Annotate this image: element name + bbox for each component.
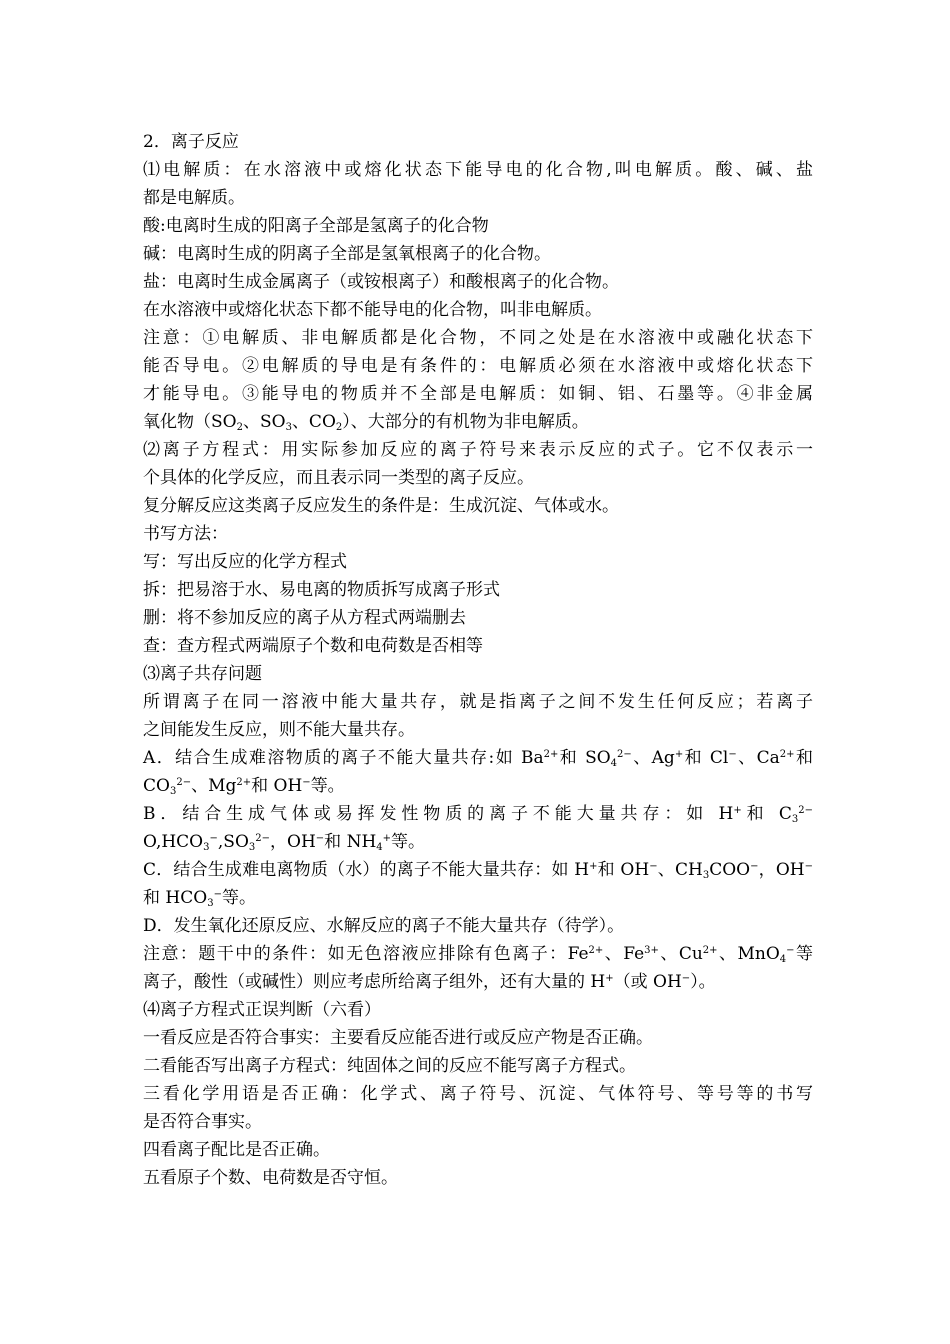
- text-line: ⑴电解质：在水溶液中或熔化状态下能导电的化合物,叫电解质。酸、碱、盐: [143, 160, 813, 180]
- text-line: 在水溶液中或熔化状态下都不能导电的化合物，叫非电解质。: [143, 300, 602, 320]
- text-line: 盐：电离时生成金属离子（或铵根离子）和酸根离子的化合物。: [143, 272, 619, 292]
- text-line: 碱：电离时生成的阴离子全部是氢氧根离子的化合物。: [143, 244, 551, 264]
- text-line: ⑵离子方程式：用实际参加反应的离子符号来表示反应的式子。它不仅表示一: [143, 440, 813, 460]
- section-heading: 2．离子反应: [143, 132, 239, 152]
- text-line: 能否导电。②电解质的导电是有条件的：电解质必须在水溶液中或熔化状态下: [143, 356, 813, 376]
- text-line-rule-b: B．结合生成气体或易挥发性物质的离子不能大量共存：如 H+和 $C_3^{2-}$: [143, 804, 813, 825]
- text-line-rule-d: D．发生氧化还原反应、水解反应的离子不能大量共存（待学）。: [143, 916, 625, 936]
- text-line: 三看化学用语是否正确：化学式、离子符号、沉淀、气体符号、等号等的书写: [143, 1084, 813, 1104]
- text-line: 书写方法：: [143, 524, 228, 544]
- text-line-note-cont: 离子，酸性（或碱性）则应考虑所给离子组外，还有大量的 H+（或 OH−）。: [143, 972, 716, 992]
- text-line: 才能导电。③能导电的物质并不全部是电解质：如铜、铝、石墨等。④非金属: [143, 384, 813, 404]
- text-line: 二看能否写出离子方程式：纯固体之间的反应不能写离子方程式。: [143, 1056, 636, 1076]
- document-body: [143, 128, 813, 1192]
- text-line: 个具体的化学反应，而且表示同一类型的离子反应。: [143, 468, 534, 488]
- text-line: 查：查方程式两端原子个数和电荷数是否相等: [143, 636, 483, 656]
- text-line-rule-c: C．结合生成难电离物质（水）的离子不能大量共存：如 H+和 OH−、$CH_3COO^-$，OH−: [143, 860, 813, 881]
- text-line: ⑷离子方程式正误判断（六看）: [143, 1000, 381, 1020]
- text-line-rule-a: A．结合生成难溶物质的离子不能大量共存:如 $Ba^{2+}$和 $SO_4^{2-}$、Ag+和 Cl−、$Ca^{2+}$和: [143, 748, 813, 769]
- text-line: 一看反应是否符合事实：主要看反应能否进行或反应产物是否正确。: [143, 1028, 653, 1048]
- text-line-rule-c-cont: 和 $HCO_3^-$等。: [143, 888, 256, 909]
- text-line: 所谓离子在同一溶液中能大量共存，就是指离子之间不发生任何反应；若离子: [143, 692, 813, 712]
- text-line: 之间能发生反应，则不能大量共存。: [143, 720, 415, 740]
- text-line: 酸:电离时生成的阳离子全部是氢离子的化合物: [143, 216, 489, 236]
- text-line: 拆：把易溶于水、易电离的物质拆写成离子形式: [143, 580, 500, 600]
- text-line: 写：写出反应的化学方程式: [143, 552, 347, 572]
- text-line: 五看原子个数、电荷数是否守恒。: [143, 1168, 398, 1188]
- text-line: 都是电解质。: [143, 188, 245, 208]
- text-line-rule-a-cont: $CO_3^{2-}$、$Mg^{2+}$和 OH−等。: [143, 776, 345, 797]
- text-line-note: 注意：题干中的条件：如无色溶液应排除有色离子：$Fe^{2+}$、$Fe^{3+}$、$Cu^{2+}$、MnO$_4$−等: [143, 944, 813, 965]
- text-line: 删：将不参加反应的离子从方程式两端删去: [143, 608, 466, 628]
- text-line: ⑶离子共存问题: [143, 664, 262, 684]
- text-line: 四看离子配比是否正确。: [143, 1140, 330, 1160]
- text-line: 是否符合事实。: [143, 1112, 262, 1132]
- text-line-rule-b-cont: $O,HCO_3^-,SO_3^{2-}$，OH−和 $NH_4^+$等。: [143, 832, 426, 853]
- text-line: 复分解反应这类离子反应发生的条件是：生成沉淀、气体或水。: [143, 496, 619, 516]
- text-line-oxides: 氧化物（$SO_2$、$SO_3$、$CO_2$）、大部分的有机物为非电解质。: [143, 412, 589, 433]
- text-line: 注意：①电解质、非电解质都是化合物，不同之处是在水溶液中或融化状态下: [143, 328, 813, 348]
